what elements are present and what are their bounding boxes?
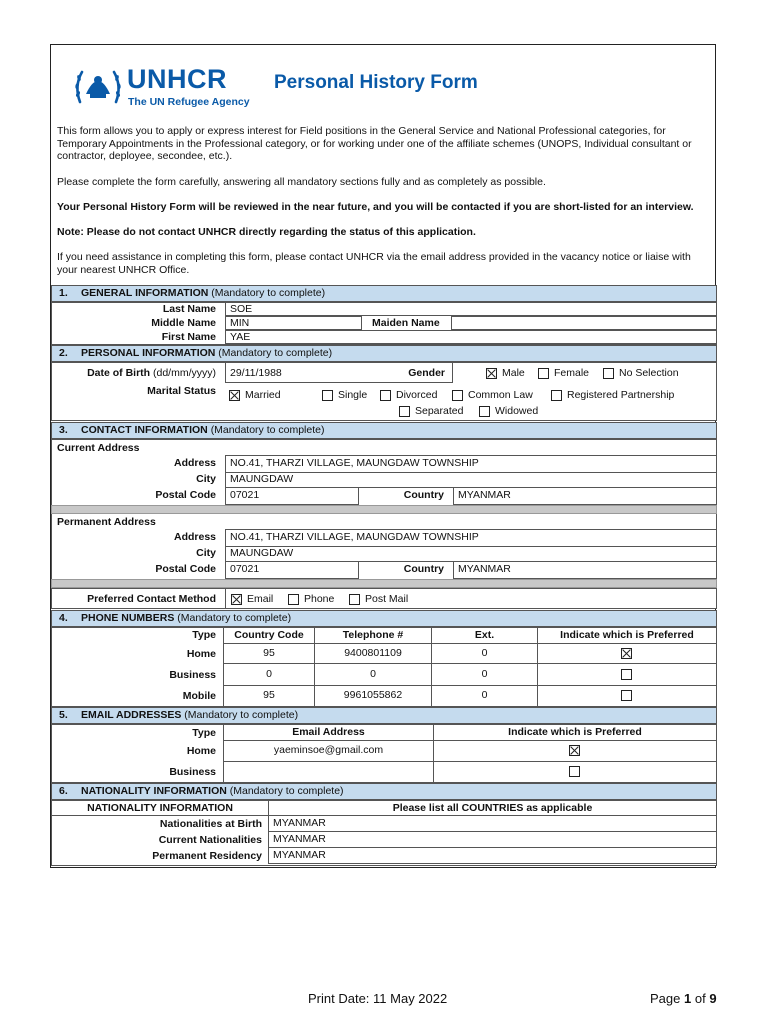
intro-text — [57, 125, 711, 276]
marital-single-checkbox[interactable] — [322, 390, 333, 401]
phone-mobile-type: Mobile — [182, 690, 216, 702]
last-name-field[interactable]: SOE — [225, 302, 717, 316]
divider — [51, 588, 717, 589]
marital-married-checkbox[interactable] — [229, 390, 240, 401]
email-home-field[interactable]: yaeminsoe@gmail.com — [223, 740, 434, 762]
phone-type-header: Type — [192, 629, 216, 641]
phone-business-tel[interactable]: 0 — [314, 663, 432, 686]
dob-field[interactable]: 29/11/1988 — [230, 367, 282, 379]
section-title: NATIONALITY INFORMATION — [81, 785, 227, 797]
dob-format: (dd/mm/yyyy) — [153, 367, 216, 379]
phone-home-tel[interactable]: 9400801109 — [314, 643, 432, 664]
current-country-field[interactable]: MYANMAR — [453, 487, 717, 505]
marital-separated-checkbox[interactable] — [399, 406, 410, 417]
email-address-header: Email Address — [223, 724, 434, 741]
email-business-pref-checkbox[interactable] — [569, 766, 580, 777]
unhcr-emblem-icon — [72, 64, 124, 108]
separator — [51, 505, 717, 514]
page-indicator — [650, 991, 717, 1006]
permanent-country-field[interactable]: MYANMAR — [453, 561, 717, 579]
dob-label-text: Date of Birth — [87, 367, 151, 379]
page-prefix: Page — [650, 991, 681, 1006]
marital-registered-label: Registered Partnership — [567, 389, 675, 401]
nationality-info-header: NATIONALITY INFORMATION — [51, 800, 269, 816]
current-nationality-field[interactable]: MYANMAR — [268, 831, 717, 848]
dob-label — [60, 367, 216, 379]
print-date: Print Date: 11 May 2022 — [308, 991, 448, 1006]
section-number: 2. — [59, 347, 68, 359]
permanent-country-label: Country — [403, 563, 444, 575]
permanent-city-label: City — [196, 547, 216, 559]
marital-status-label: Marital Status — [147, 385, 216, 397]
separator — [51, 579, 717, 588]
permanent-address-field-label: Address — [173, 531, 216, 543]
current-nationality-label: Current Nationalities — [158, 834, 262, 846]
phone-mobile-pref-checkbox[interactable] — [621, 690, 632, 701]
section-3-header — [51, 422, 717, 439]
pref-email-checkbox[interactable] — [231, 594, 242, 605]
marital-widowed-label: Widowed — [495, 405, 539, 417]
email-preferred-header: Indicate which is Preferred — [433, 724, 717, 741]
phone-business-cc[interactable]: 0 — [223, 663, 315, 686]
marital-common-law-label: Common Law — [468, 389, 533, 401]
nationality-birth-field[interactable]: MYANMAR — [268, 815, 717, 832]
marital-divorced-label: Divorced — [396, 389, 438, 401]
logo-tagline: The UN Refugee Agency — [128, 96, 250, 108]
intro-paragraph-3: Your Personal History Form will be reviewed in the near future, and you will be contacted if you are short-listed for an interview. — [57, 201, 694, 213]
email-home-pref-checkbox[interactable] — [569, 745, 580, 756]
permanent-residency-field[interactable]: MYANMAR — [268, 847, 717, 864]
divider — [225, 588, 226, 609]
marital-common-law-checkbox[interactable] — [452, 390, 463, 401]
gender-female-checkbox[interactable] — [538, 368, 549, 379]
intro-paragraph-2: Please complete the form carefully, answering all mandatory sections fully and as completely as possible. — [57, 176, 546, 188]
phone-home-ext[interactable]: 0 — [431, 643, 538, 664]
section-4-header — [51, 610, 717, 627]
countries-list-header: Please list all COUNTRIES as applicable — [268, 800, 717, 816]
maiden-name-field[interactable] — [451, 316, 717, 330]
current-city-label: City — [196, 473, 216, 485]
section-2-header — [51, 345, 717, 362]
page-of: of — [694, 991, 706, 1006]
phone-mobile-ext[interactable]: 0 — [431, 685, 538, 707]
section-title: PHONE NUMBERS — [81, 612, 175, 624]
pref-post-label: Post Mail — [365, 593, 409, 605]
marital-widowed-checkbox[interactable] — [479, 406, 490, 417]
mandatory-note: (Mandatory to complete) — [210, 424, 325, 436]
intro-paragraph-5: If you need assistance in completing this form, please contact UNHCR via the email address provided in the vacancy notice or liaise with your nearest UNHCR Office. — [57, 251, 691, 276]
phone-business-pref-checkbox[interactable] — [621, 669, 632, 680]
phone-business-type: Business — [169, 669, 216, 681]
telephone-header: Telephone # — [314, 627, 432, 644]
section-number: 5. — [59, 709, 68, 721]
current-address-field[interactable]: NO.41, THARZI VILLAGE, MAUNGDAW TOWNSHIP — [230, 457, 479, 469]
nationality-birth-label: Nationalities at Birth — [159, 818, 262, 830]
phone-home-type: Home — [186, 648, 216, 660]
phone-home-cc[interactable]: 95 — [223, 643, 315, 664]
last-name-label: Last Name — [162, 303, 216, 315]
section-title: PERSONAL INFORMATION — [81, 347, 216, 359]
current-postal-field[interactable]: 07021 — [225, 487, 359, 505]
email-business-field[interactable] — [223, 761, 434, 783]
section-number: 6. — [59, 785, 68, 797]
gender-male-label: Male — [502, 367, 525, 379]
pref-phone-label: Phone — [304, 593, 335, 605]
section-number: 3. — [59, 424, 68, 436]
current-city-field[interactable]: MAUNGDAW — [225, 472, 717, 488]
middle-name-field[interactable]: MIN — [225, 316, 362, 330]
permanent-residency-label: Permanent Residency — [152, 850, 262, 862]
middle-name-label: Middle Name — [151, 317, 216, 329]
current-country-label: Country — [403, 489, 444, 501]
section-5-header — [51, 707, 717, 724]
unhcr-logo — [72, 62, 262, 112]
maiden-name-label: Maiden Name — [372, 317, 440, 329]
gender-none-label: No Selection — [619, 367, 679, 379]
current-postal-label: Postal Code — [155, 489, 216, 501]
gender-none-checkbox[interactable] — [603, 368, 614, 379]
marital-separated-label: Separated — [415, 405, 464, 417]
preferred-contact-label: Preferred Contact Method — [87, 593, 216, 605]
phone-mobile-tel[interactable]: 9961055862 — [314, 685, 432, 707]
preferred-header: Indicate which is Preferred — [537, 627, 717, 644]
phone-business-ext[interactable]: 0 — [431, 663, 538, 686]
intro-note: Note: Please do not contact UNHCR directly regarding the status of this application. — [57, 226, 476, 238]
section-number: 1. — [59, 287, 68, 299]
email-type-header: Type — [192, 727, 216, 739]
logo-wordmark: UNHCR — [127, 64, 227, 94]
phone-mobile-cc[interactable]: 95 — [223, 685, 315, 707]
section-6-header — [51, 783, 717, 800]
permanent-postal-label: Postal Code — [155, 563, 216, 575]
marital-single-label: Single — [338, 389, 368, 401]
marital-registered-checkbox[interactable] — [551, 390, 562, 401]
section-title: EMAIL ADDRESSES — [81, 709, 182, 721]
intro-paragraph-1: This form allows you to apply or express interest for Field positions in the General Service and National Professional categories, for Temporary Appointments in the Professional category, or for working under one of the affiliate schemes (UNOPS, Individual consultant or contractor, deployee, secondee, etc.). — [57, 125, 692, 162]
current-address-label: Current Address — [57, 442, 140, 454]
gender-female-label: Female — [554, 367, 590, 379]
permanent-city-field[interactable]: MAUNGDAW — [225, 546, 717, 562]
gender-male-checkbox[interactable] — [486, 368, 497, 379]
first-name-field[interactable]: YAE — [225, 330, 717, 344]
pref-email-label: Email — [247, 593, 274, 605]
page-number: 1 — [684, 991, 692, 1006]
form-title: Personal History Form — [274, 72, 478, 93]
mandatory-note: (Mandatory to complete) — [177, 612, 292, 624]
section-1-header — [51, 285, 717, 302]
section-title: GENERAL INFORMATION — [81, 287, 209, 299]
permanent-postal-field[interactable]: 07021 — [225, 561, 359, 579]
section-number: 4. — [59, 612, 68, 624]
email-home-type: Home — [186, 745, 216, 757]
pref-phone-checkbox[interactable] — [288, 594, 299, 605]
marital-married-label: Married — [245, 389, 281, 401]
page-total: 9 — [709, 991, 717, 1006]
mandatory-note: (Mandatory to complete) — [229, 785, 344, 797]
email-business-type: Business — [169, 766, 216, 778]
ext-header: Ext. — [431, 627, 538, 644]
current-address-field-label: Address — [173, 457, 216, 469]
phone-home-pref-checkbox[interactable] — [621, 648, 632, 659]
mandatory-note: (Mandatory to complete) — [184, 709, 299, 721]
section-title: CONTACT INFORMATION — [81, 424, 208, 436]
marital-divorced-checkbox[interactable] — [380, 390, 391, 401]
first-name-label: First Name — [161, 331, 216, 343]
gender-label: Gender — [408, 367, 445, 379]
mandatory-note: (Mandatory to complete) — [218, 347, 333, 359]
country-code-header: Country Code — [223, 627, 315, 644]
mandatory-note: (Mandatory to complete) — [211, 287, 326, 299]
permanent-address-label: Permanent Address — [57, 516, 156, 528]
pref-post-checkbox[interactable] — [349, 594, 360, 605]
permanent-address-field[interactable]: NO.41, THARZI VILLAGE, MAUNGDAW TOWNSHIP — [230, 531, 479, 543]
